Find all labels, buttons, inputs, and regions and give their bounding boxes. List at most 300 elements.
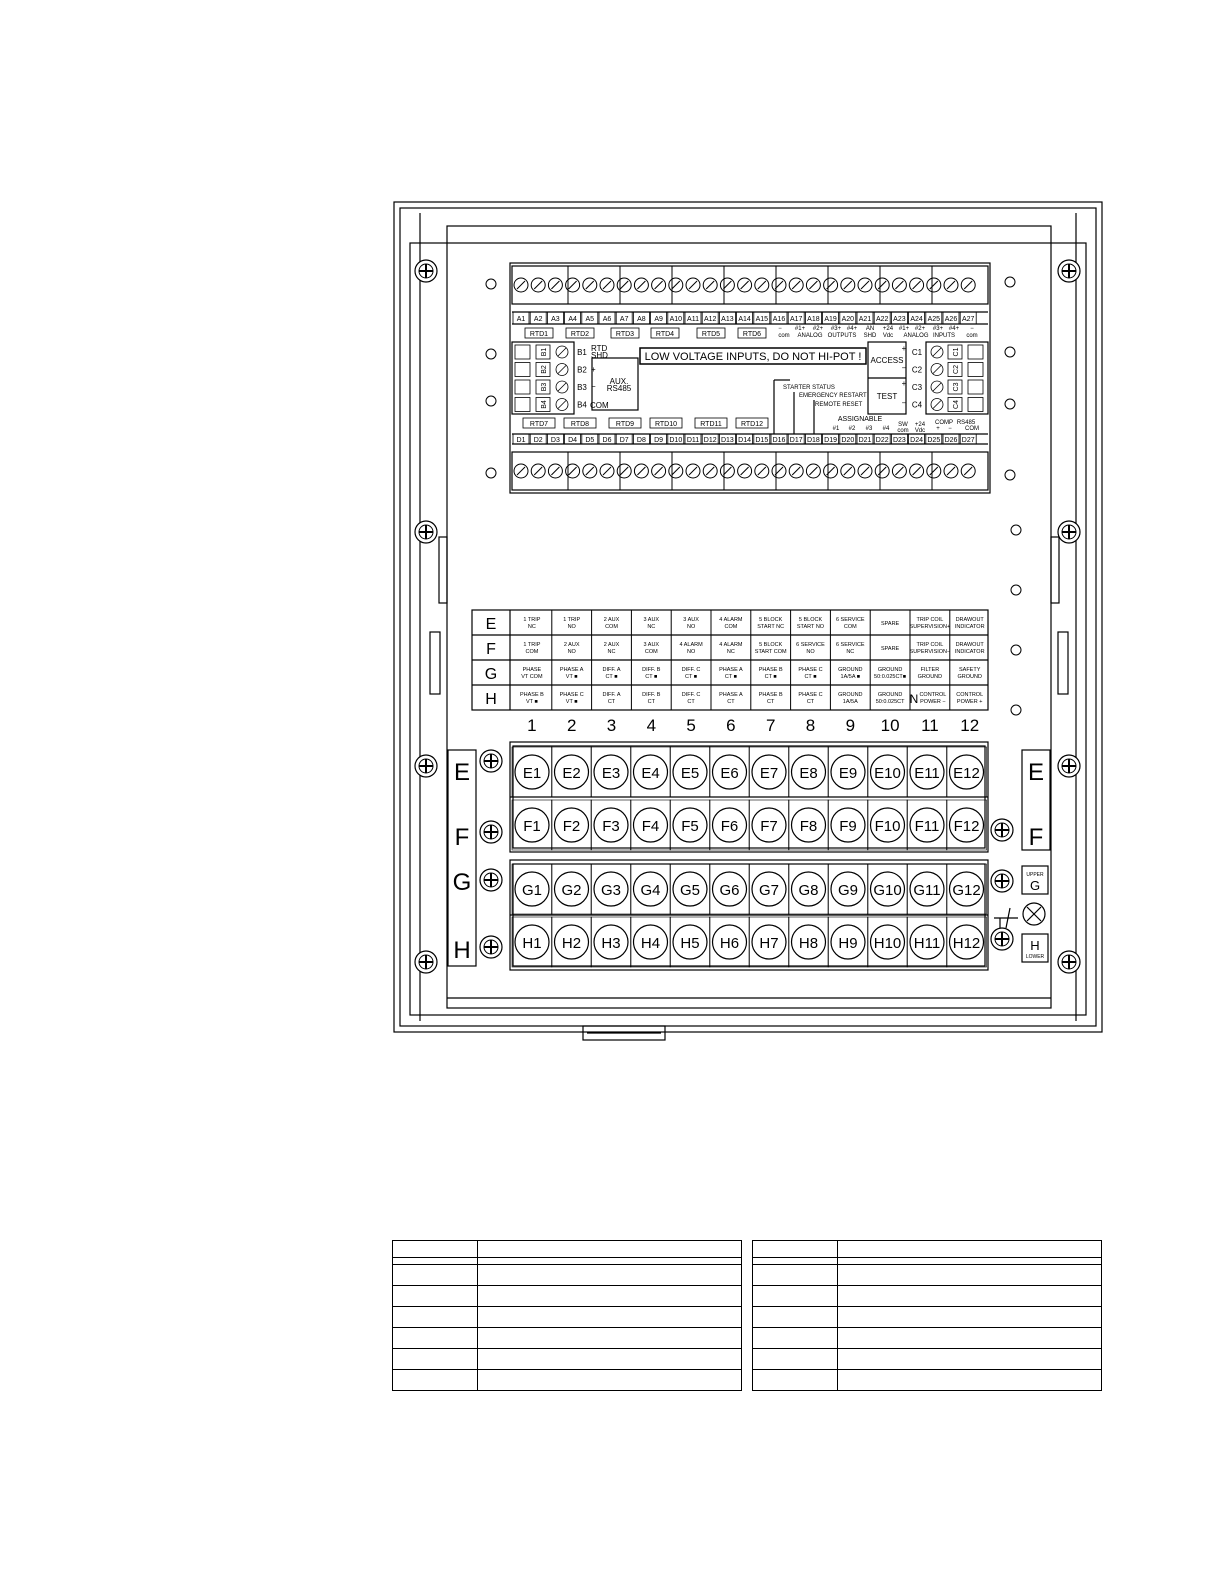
a-sub-label: ANALOG (903, 333, 929, 339)
d-terminal-label: D22 (875, 437, 889, 444)
left-row-letter-f: F (454, 824, 470, 851)
function-cell-text: COM (644, 649, 658, 655)
a-terminal-screw[interactable] (703, 278, 717, 292)
function-cell-text: DRAWOUT (955, 642, 984, 648)
b-function-label: + (591, 365, 596, 374)
a-terminal-label: A24 (910, 316, 923, 323)
function-cell-text: 4 ALARM (719, 617, 743, 623)
door-hole (486, 349, 496, 359)
c-terminal-side-label: C1 (953, 347, 960, 357)
rtd-label: RTD5 (701, 331, 721, 338)
rtd-label: RTD8 (570, 421, 590, 428)
blank-table-row (393, 1258, 742, 1265)
a-sub-label: #3+ (932, 326, 944, 332)
terminal-label: G9 (837, 882, 859, 899)
function-cell-text: PHASE C (559, 692, 584, 698)
function-cell-text: CT ■ (724, 674, 737, 680)
d-terminal-screw[interactable] (841, 464, 855, 478)
terminal-label: G3 (600, 882, 622, 899)
mounting-screw (1058, 755, 1080, 777)
a-terminal-screw[interactable] (600, 278, 614, 292)
d-sub-label: #2 (848, 426, 856, 432)
function-cell-text: 6 SERVICE (835, 642, 865, 648)
blank-table-row (753, 1328, 1102, 1349)
d-terminal-screw[interactable] (772, 464, 786, 478)
a-sub-label: ANALOG (797, 333, 823, 339)
blank-table-row (393, 1307, 742, 1328)
d-terminal-label: D8 (636, 437, 646, 444)
mounting-screw (480, 750, 502, 772)
d-terminal-label: D16 (772, 437, 786, 444)
blank-table-row (753, 1370, 1102, 1391)
blank-table-row (753, 1265, 1102, 1286)
b-function-label: − (591, 382, 596, 391)
a-terminal-screw[interactable] (617, 278, 631, 292)
terminal-label: G12 (952, 882, 981, 899)
c-terminal-side-label: C4 (953, 400, 960, 409)
d-terminal-label: D6 (602, 437, 612, 444)
terminal-label: G4 (640, 882, 661, 899)
blank-table-cell (838, 1370, 1102, 1391)
function-cell-text: CONTROL (919, 692, 947, 698)
d-terminal-screw[interactable] (514, 464, 528, 478)
function-cell-text: PHASE B (519, 692, 544, 698)
function-cell-text: 2 AUX (603, 642, 620, 648)
function-cell-text: 3 AUX (643, 617, 660, 623)
d-sub-label: + (936, 426, 940, 432)
terminal-label: H7 (759, 935, 779, 952)
c-terminal-label: C3 (911, 383, 923, 392)
a-terminal-label: A27 (961, 316, 975, 323)
terminal-label: G2 (561, 882, 582, 899)
a-terminal-screw[interactable] (669, 278, 683, 292)
blank-table-cell (478, 1328, 742, 1349)
blank-table-cell (393, 1349, 478, 1370)
function-cell-text: DIFF. B (642, 692, 661, 698)
function-cell-text: SUPERVISION+ (909, 624, 951, 630)
function-cell-text: 4 ALARM (679, 642, 703, 648)
a-terminal-label: A5 (585, 316, 595, 323)
d-terminal-screw[interactable] (961, 464, 975, 478)
rtd-label: RTD11 (700, 421, 722, 428)
d-terminal-screw[interactable] (548, 464, 562, 478)
function-cell-text: 3 AUX (683, 617, 699, 623)
a-terminal-screw[interactable] (841, 278, 855, 292)
terminal-label: F11 (914, 818, 940, 835)
d-terminal-label: D10 (669, 437, 683, 444)
d-sub-label: RS485 (956, 420, 976, 426)
blank-table-cell (478, 1370, 742, 1391)
terminal-label: F5 (681, 818, 699, 835)
d-terminal-screw[interactable] (617, 464, 631, 478)
left-handle (430, 632, 440, 694)
d-terminal-screw[interactable] (806, 464, 820, 478)
door-hole (1011, 645, 1021, 655)
function-cell-text: NO (686, 624, 696, 630)
a-sub-label: OUTPUTS (827, 333, 857, 339)
a-terminal-screw[interactable] (686, 278, 700, 292)
blank-table-row (393, 1328, 742, 1349)
c-terminal-label: C4 (911, 400, 923, 410)
blank-table-cell (478, 1258, 742, 1265)
a-terminal-screw[interactable] (720, 278, 734, 292)
function-cell-text: NC (607, 649, 616, 655)
blank-table-cell (838, 1241, 1102, 1258)
blank-table-row (753, 1241, 1102, 1258)
function-cell-text: DRAWOUT (955, 617, 984, 623)
a-terminal-screw[interactable] (806, 278, 820, 292)
a-terminal-screw[interactable] (531, 278, 545, 292)
mounting-screw (415, 260, 437, 282)
blank-table-cell (838, 1265, 1102, 1286)
blank-table-cell (393, 1286, 478, 1307)
a-terminal-label: A11 (687, 316, 699, 323)
a-sub-label: INPUTS (932, 333, 956, 339)
function-cell-text: CT (767, 699, 775, 705)
function-cell-text: INDICATOR (954, 649, 985, 655)
function-cell-text: 50:0.025CT (875, 699, 905, 705)
blank-table-row (393, 1241, 742, 1258)
rtd-label: RTD10 (654, 421, 678, 428)
function-cell-text: NC (647, 624, 656, 630)
b-terminal-label: B1 (577, 348, 587, 357)
function-cell-text: SAFETY (958, 667, 981, 673)
d-sub-label: − (948, 426, 952, 432)
rtd-label: RTD12 (740, 421, 764, 428)
c-terminal-label: C1 (911, 348, 923, 357)
blank-table-cell (393, 1258, 478, 1265)
mounting-screw (480, 869, 502, 891)
function-cell-text: CT (727, 699, 735, 705)
door-hole (1005, 277, 1015, 287)
terminal-label: E9 (838, 765, 858, 782)
terminal-label: E1 (522, 765, 542, 782)
blank-table-cell (478, 1265, 742, 1286)
rtd-label: RTD4 (655, 331, 675, 338)
function-cell-text: SUPERVISION− (909, 649, 951, 655)
lower-letter: H (1030, 938, 1040, 953)
d-terminal-label: D13 (720, 437, 734, 444)
d-terminal-label: D21 (858, 437, 872, 444)
terminal-label: E4 (641, 765, 660, 782)
d-terminal-label: D18 (806, 437, 820, 444)
function-cell-text: 3 AUX (643, 642, 660, 648)
terminal-label: G5 (679, 882, 701, 899)
a-terminal-screw[interactable] (944, 278, 958, 292)
function-cell-text: 1 TRIP (563, 617, 581, 623)
d-terminal-label: D1 (516, 437, 526, 444)
a-sub-label: com (778, 333, 790, 339)
function-cell-text: COM (605, 624, 618, 630)
function-cell-text: INDICATOR (954, 624, 985, 630)
d-terminal-screw[interactable] (824, 464, 838, 478)
blank-table-cell (393, 1307, 478, 1328)
terminal-label: E5 (680, 765, 700, 782)
d-sub-label: #4 (882, 426, 890, 432)
left-row-letter-e: E (453, 759, 471, 786)
terminal-label: G10 (873, 882, 902, 899)
access-label: ACCESS (870, 356, 904, 365)
mounting-screw (415, 951, 437, 973)
rtd-label: RTD1 (529, 331, 549, 338)
door-hole (1005, 347, 1015, 357)
d-terminal-label: D24 (910, 437, 924, 444)
a-sub-label: #1+ (898, 326, 910, 332)
terminal-label: H9 (838, 935, 858, 952)
a-terminal-label: A4 (568, 316, 577, 323)
upper-label: UPPER (1026, 872, 1044, 878)
d-terminal-screw[interactable] (600, 464, 614, 478)
lower-label: LOWER (1025, 954, 1045, 960)
terminal-label: H8 (798, 935, 819, 952)
column-number: 11 (921, 716, 939, 735)
d-sub-label: +24 (914, 422, 926, 428)
blank-table-cell (753, 1241, 838, 1258)
a-terminal-screw[interactable] (892, 278, 906, 292)
right-hinge (1051, 537, 1059, 603)
d-terminal-screw[interactable] (703, 464, 717, 478)
a-terminal-label: A8 (637, 316, 646, 323)
left-hinge (439, 537, 447, 603)
a-terminal-screw[interactable] (514, 278, 528, 292)
function-cell-text: NO (686, 649, 696, 655)
function-cell-text: 5 BLOCK (759, 642, 783, 648)
a-terminal-screw[interactable] (927, 278, 941, 292)
d-terminal-screw[interactable] (875, 464, 889, 478)
d-terminal-screw[interactable] (583, 464, 597, 478)
a-terminal-screw[interactable] (824, 278, 838, 292)
blank-table-row (753, 1286, 1102, 1307)
a-terminal-screw[interactable] (961, 278, 975, 292)
blank-table-cell (478, 1286, 742, 1307)
function-cell-text: START NC (757, 624, 785, 630)
a-sub-label: AN (865, 326, 875, 332)
function-cell-text: GROUND (917, 674, 943, 680)
function-cell-text: SPARE (880, 646, 900, 652)
terminal-label: F1 (523, 818, 541, 835)
a-sub-label: #4+ (846, 326, 858, 332)
a-terminal-screw[interactable] (858, 278, 872, 292)
a-terminal-screw[interactable] (875, 278, 889, 292)
terminal-label: H12 (952, 935, 981, 952)
terminal-label: H11 (913, 935, 941, 952)
a-sub-label: #4+ (948, 326, 960, 332)
terminal-label: G6 (719, 882, 740, 899)
function-cell-text: 5 BLOCK (798, 617, 823, 623)
function-cell-text: CONTROL (956, 692, 984, 698)
function-cell-text: 2 AUX (603, 617, 620, 623)
mounting-screw (1058, 951, 1080, 973)
a-terminal-screw[interactable] (548, 278, 562, 292)
function-cell-text: PHASE C (798, 667, 823, 673)
warning-label: LOW VOLTAGE INPUTS, DO NOT HI-POT ! (644, 351, 862, 363)
d-sub-label: COMP (935, 420, 953, 426)
function-cell-text: START COM (754, 649, 787, 655)
b-terminal-label: B4 (577, 400, 587, 410)
mounting-screw (480, 936, 502, 958)
blank-table-cell (753, 1286, 838, 1307)
function-cell-text: GROUND (957, 674, 982, 680)
a-terminal-label: A22 (875, 316, 889, 323)
b-terminal-side-label: B4 (541, 400, 548, 409)
d-terminal-screw[interactable] (738, 464, 752, 478)
column-number: 10 (880, 716, 900, 735)
d-terminal-screw[interactable] (910, 464, 924, 478)
a-terminal-label: A19 (824, 316, 837, 323)
function-cell-text: PHASE A (719, 692, 743, 698)
a-terminal-label: A10 (669, 316, 683, 323)
function-cell-text: NO (567, 649, 576, 655)
function-cell-text: FILTER (920, 667, 940, 673)
function-cell-text: NO (806, 649, 815, 655)
terminal-label: G7 (758, 882, 780, 899)
d-sub-label: COM (965, 426, 979, 432)
function-cell-text: 4 ALARM (719, 642, 743, 648)
function-cell-text: POWER − (920, 699, 946, 705)
function-cell-text: VT COM (521, 674, 543, 680)
blank-table-cell (838, 1258, 1102, 1265)
a-terminal-screw[interactable] (910, 278, 924, 292)
terminal-label: F8 (799, 818, 818, 835)
a-terminal-screw[interactable] (652, 278, 666, 292)
a-terminal-label: A17 (789, 316, 803, 323)
rtd-label: RTD2 (570, 331, 590, 338)
function-cell-text: 1 TRIP (523, 617, 541, 623)
test-label: TEST (876, 392, 898, 401)
function-cell-text: NC (527, 624, 536, 630)
function-cell-text: TRIP COIL (916, 617, 944, 623)
blank-table-cell (753, 1370, 838, 1391)
upper-terminal-block (510, 263, 990, 493)
a-terminal-screw[interactable] (789, 278, 803, 292)
b-function-label: RTD (591, 344, 608, 353)
d-terminal-label: D3 (550, 437, 560, 444)
a-terminal-screw[interactable] (738, 278, 752, 292)
function-cell-text: GROUND (877, 667, 903, 673)
d-terminal-label: D27 (961, 437, 975, 444)
c-sign: + (901, 344, 907, 353)
function-cell-text: SPARE (880, 621, 900, 627)
blank-table-cell (393, 1370, 478, 1391)
d-terminal-label: D5 (585, 437, 595, 444)
function-cell-text: PHASE A (559, 667, 584, 673)
a-terminal-label: A9 (654, 316, 663, 323)
a-terminal-label: A21 (858, 316, 872, 323)
d-terminal-screw[interactable] (720, 464, 734, 478)
d-terminal-label: D11 (686, 437, 700, 444)
mounting-screw (415, 521, 437, 543)
mounting-screw (480, 821, 502, 843)
terminal-label: H6 (719, 935, 740, 952)
a-terminal-label: A26 (944, 316, 958, 323)
function-cell-text: NC (846, 649, 855, 655)
d-terminal-screw[interactable] (927, 464, 941, 478)
a-terminal-screw[interactable] (772, 278, 786, 292)
d-terminal-screw[interactable] (789, 464, 803, 478)
mounting-screw (991, 928, 1013, 950)
function-cell-text: CT (687, 699, 695, 705)
function-cell-text: DIFF. C (681, 692, 701, 698)
d-terminal-screw[interactable] (531, 464, 545, 478)
terminal-label: H2 (561, 935, 582, 952)
c-terminal-side-label: C3 (953, 382, 960, 392)
d-terminal-screw[interactable] (686, 464, 700, 478)
function-cell-text: VT ■ (526, 699, 538, 705)
function-cell-text: COM (525, 649, 539, 655)
column-number: 4 (646, 716, 657, 735)
a-sub-label: com (966, 333, 978, 339)
d-terminal-label: D26 (944, 437, 958, 444)
a-terminal-screw[interactable] (634, 278, 648, 292)
a-terminal-screw[interactable] (583, 278, 597, 292)
d-terminal-screw[interactable] (944, 464, 958, 478)
function-cell-text: 1A/5A (842, 699, 858, 705)
d-terminal-screw[interactable] (652, 464, 666, 478)
a-terminal-screw[interactable] (755, 278, 769, 292)
c-sign: + (901, 379, 907, 388)
terminal-label: F7 (760, 818, 778, 835)
column-number: 6 (726, 716, 736, 735)
a-terminal-label: A15 (755, 316, 769, 323)
terminal-label: G1 (521, 882, 543, 899)
terminal-label: F9 (839, 818, 857, 835)
d-terminal-screw[interactable] (755, 464, 769, 478)
function-cell-text: CT ■ (605, 674, 618, 680)
d-sub-label: #1 (832, 426, 840, 432)
d-terminal-label: D25 (927, 437, 941, 444)
d-sub-label: EMERGENCY RESTART (799, 393, 867, 399)
b-terminal-label: B2 (577, 365, 587, 375)
d-terminal-screw[interactable] (634, 464, 648, 478)
terminal-label: F4 (641, 818, 660, 835)
d-sub-label: Vdc (914, 428, 926, 434)
door-hole (1005, 399, 1015, 409)
function-cell-text: GROUND (838, 667, 863, 673)
terminal-label: E7 (759, 765, 779, 782)
function-cell-text: CT (607, 699, 616, 705)
blank-table-right (752, 1240, 1102, 1391)
function-cell-text: 1A/5A ■ (840, 674, 861, 680)
door-hole (486, 396, 496, 406)
mounting-screw (1058, 521, 1080, 543)
terminal-label: F2 (562, 818, 581, 835)
right-row-letter-e: E (1027, 759, 1045, 786)
blank-table-cell (838, 1328, 1102, 1349)
function-cell-text: GROUND (877, 692, 903, 698)
d-terminal-screw[interactable] (858, 464, 872, 478)
d-terminal-screw[interactable] (892, 464, 906, 478)
function-cell-text: START NO (796, 624, 825, 630)
terminal-label: H4 (640, 935, 661, 952)
d-terminal-label: D23 (892, 437, 906, 444)
d-terminal-screw[interactable] (669, 464, 683, 478)
a-terminal-label: A23 (893, 316, 906, 323)
rtd-label: RTD9 (615, 421, 635, 428)
rtd-label: RTD6 (742, 331, 762, 338)
function-cell-text: CT ■ (645, 674, 658, 680)
terminal-label: E2 (562, 765, 581, 782)
blank-table-cell (838, 1349, 1102, 1370)
d-sub-label: ASSIGNABLE (837, 416, 883, 423)
a-terminal-label: A14 (738, 316, 751, 323)
function-cell-text: DIFF. A (602, 667, 621, 673)
b-terminal-side-label: B1 (541, 347, 548, 357)
a-sub-label: #2+ (812, 326, 824, 332)
door-hole (1011, 525, 1021, 535)
door-hole (1011, 705, 1021, 715)
left-row-letter-g: G (452, 869, 472, 896)
c-terminal-label: C2 (911, 365, 923, 375)
